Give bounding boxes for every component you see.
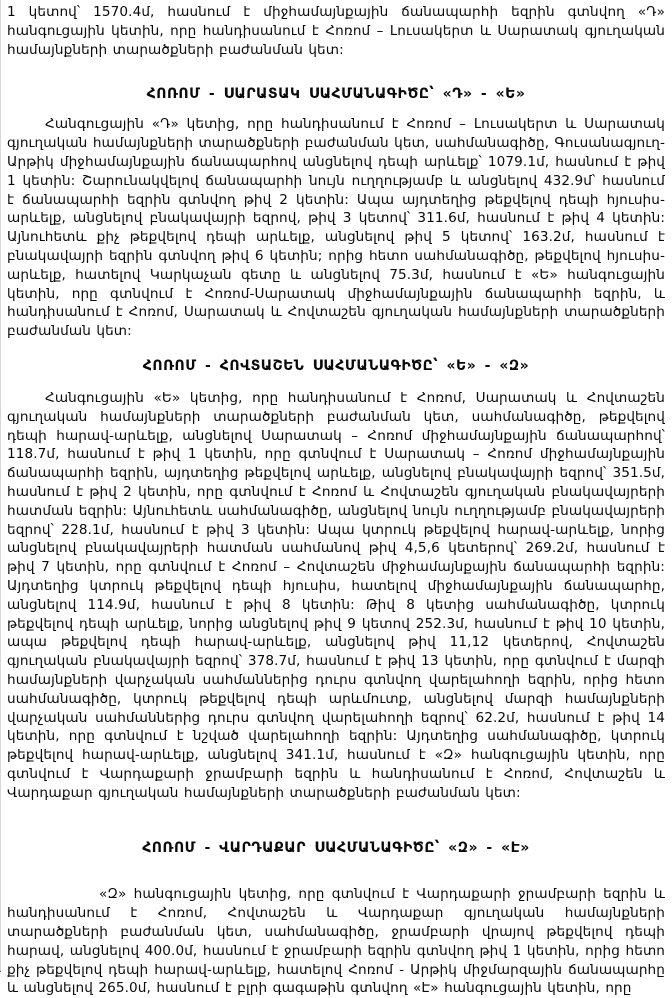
- section-horom-hovtashen-heading: ՀՈՌՈՄ - ՀՈՎՏԱՇԵՆ ՍԱՀՄԱՆԱԳԻԾԸ՝ «Ե» - «Զ»: [142, 357, 530, 374]
- section-horom-hovtashen-body: Հանգուցային «Ե» կետից, որը հանդիսանում է Հոռոմ, Սարատակ և Հովտաշեն գյուղական համայնքների տարածքների բաժանման կետ, սահմանագիծը, թեքվելով դեպի հարավ-արևելք, անցնելով Սարատակ – Հոռոմ միջհամայնքային ճանապարհով՝ 118.7մ, հասնում է թիվ 1 կետին, որը գտնվում է Սարատակ – Հոռոմ միջհամայնքային ճանապարհի եզրին, այդտեղից թեքվելով արևելք, անցնելով բնակավայրի եզրով՝ 351.5մ, հասնում է թիվ 2 կետին, որը գտնվում է Հոռոմ և Հովտաշեն գյուղական բնակավայրերի հատման եզրին: Այնուհետև սահմանագիծը, անցնելով նույն ուղղությամբ բնակավայրերի եզրով՝ 228.1մ, հասնում է թիվ 3 կետին: Ապա կտրուկ թեքվելով հարավ-արևելք, նորից անցնելով բնակավայրերի հատման սահմանով թիվ 4,5,6 կետերով՝ 269.2մ, հասնում է թիվ 7 կետին, որը գտնվում է Հոռոմ – Հովտաշեն միջհամայնքային ճանապարհի եզրին: Այդտեղից կտրուկ թեքվելով դեպի հյուսիս, հատելով միջհամայնքային ճանապարհը, անցնելով 114.9մ, հասնում է թիվ 8 կետին: Թիվ 8 կետից սահմանագիծը, կտրուկ թեքվելով դեպի արևելք, նորից անցնելով թիվ 9 կետով 252.3մ, հասնում է թիվ 10 կետին, ապա թեքվելով դեպի հարավ-արևելք, անցնելով թիվ 11,12 կետերով, Հովտաշեն գյուղական բնակավայրի եզրով՝ 378.7մ, հասնում է թիվ 13 կետին, որը գտնվում է մարզի համայնքների վարչական սահմաններից դուրս գտնվող վարելահողի եզրին, որից հետո սահմանագիծը, կտրուկ թեքվելով դեպի արևմուտք, անցնելով մարզի համայնքների վարչական սահմաններից դուրս գտնվող վարելահողի եզրով՝ 62.2մ, հասնում է թիվ 14 կետին, որը գտնվում է նշված վարելահողի եզրին: Այդտեղից սահմանագիծը, կտրուկ թեքվելով հարավ-արևելք, անցնելով 341.1մ, հասնում է «Զ» հանգուցային կետին, որը գտնվում է Վարդաքարի ջրամբարի եզրին և հանդիսանում է Հոռոմ, Հովտաշեն և Վարդաքար գյուղական համայնքների տարածքների բաժանման կետ:: [7, 389, 665, 801]
- section-horom-vardakar-heading: ՀՈՌՈՄ - ՎԱՐԴԱՔԱՐ ՍԱՀՄԱՆԱԳԻԾԸ՝ «Զ» - «Է»: [142, 840, 530, 857]
- document-page: [1, 0, 672, 997]
- section-horom-saratak-body: Հանգուցային «Դ» կետից, որը հանդիսանում է Հոռոմ – Լուսակերտ և Սարատակ գյուղական համայնքների տարածքների բաժանման կետ, սահմանագիծը, Գուսանագյուղ- Արթիկ միջհամայնքային ճանապարհով անցնելով դեպի արևելք՝ 1079.1մ, հասնում է թիվ 1 կետին: Շարունակվելով ճանապարհի նույն ուղղությամբ և անցնելով 432.9մ՝ հասնում է ճանապարհի եզրին գտնվող թիվ 2 կետին: Ապա այդտեղից թեքվելով դեպի հյուսիս-արևելք, անցնելով բնակավայրի եզրով, թիվ 3 կետով՝ 311.6մ, հասնում է թիվ 4 կետին: Այնուհետև քիչ թեքվելով դեպի արևելք, անցնելով թիվ 5 կետով՝ 163.2մ, հասնում է բնակավայրի եզրին գտնվող թիվ 6 կետին; որից հետո սահմանագիծը, թեքվելով հյուսիս-արևելք, հատելով Կարկաչան գետը և անցնելով 75.3մ, հասնում է «Ե» հանգուցային կետին, որը գտնվում է Հոռոմ-Սարատակ միջհամայնքային ճանապարհի եզրին, և հանդիսանում է Հոռոմ, Սարատակ և Հովտաշեն գյուղական համայնքների տարածքների բաժանման կետ:: [7, 116, 665, 340]
- section-horom-saratak-heading: ՀՈՌՈՄ - ՍԱՐԱՏԱԿ ՍԱՀՄԱՆԱԳԻԾԸ՝ «Դ» - «Ե»: [146, 86, 526, 103]
- section-horom-vardakar-body: «Զ» հանգուցային կետից, որը գտնվում է Վարդաքարի ջրամբարի եզրին և հանդիսանում է Հոռոմ, Հովտաշեն և Վարդաքար գյուղական համայնքների տարածքների բաժանման կետ, սահմանագիծը, ջրամբարի վրայով թեքվելով դեպի հարավ, անցնելով 400.0մ, հասնում է ջրամբարի եզրին գտնվող թիվ 1 կետին, որից հետո քիչ թեքվելով դեպի հարավ-արևելք, հատելով Հոռոմ - Արթիկ միջմարզային ճանապարհը և անցնելով 265.0մ, հասնում է բլրի գագաթին գտնվող «Է» հանգուցային կետին, որը: [7, 886, 665, 997]
- intro-paragraph: 1 կետով՝ 1570.4մ, հասնում է միջհամայնքային ճանապարհի եզրին գտնվող «Դ» հանգուցային կետին, որը հանդիսանում է Հոռոմ – Լուսակերտ և Սարատակ գյուղական համայնքների տարածքների բաժանման կետ:: [7, 4, 665, 58]
